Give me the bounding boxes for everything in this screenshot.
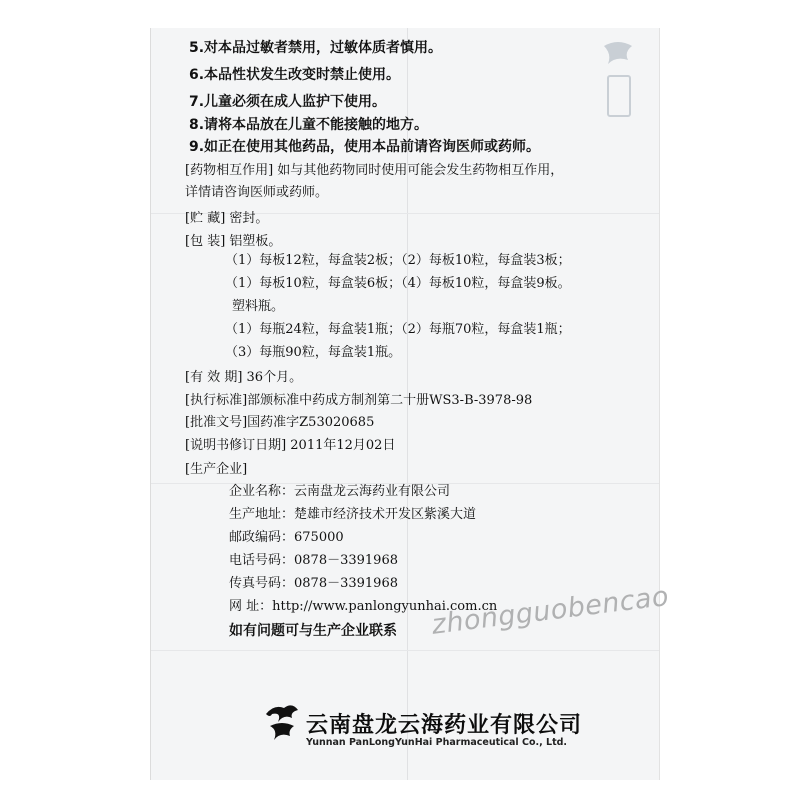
postal-code: 邮政编码：675000 (229, 530, 344, 545)
dragon-logo-icon (262, 700, 302, 746)
manufacturer-heading: [生产企业] (185, 462, 248, 477)
website-url: 网 址：http://www.panlongyunhai.com.cn (229, 599, 498, 614)
packaging-option: （1）每板10粒，每盒装6板；（4）每板10粒，每盒装9板。 (225, 276, 571, 291)
drug-interaction-text: [药物相互作用] 如与其他药物同时使用可能会发生药物相互作用， (185, 163, 564, 178)
footer-company-name: 云南盘龙云海药业有限公司 (306, 713, 583, 738)
company-name: 企业名称：云南盘龙云海药业有限公司 (229, 484, 451, 499)
approval-number-text: [批准文号]国药准字Z53020685 (185, 415, 375, 430)
warning-item-6: 6.本品性状发生改变时禁止使用。 (189, 67, 401, 83)
footer-company-name-en: Yunnan PanLongYunHai Pharmaceutical Co., Ltd. (306, 737, 568, 748)
contact-note: 如有问题可与生产企业联系 (229, 623, 397, 639)
warning-item-9: 9.如正在使用其他药品，使用本品前请咨询医师或药师。 (189, 139, 541, 155)
standard-text: [执行标准]部颁标准中药成方制剂第二十册WS3-B-3978-98 (185, 393, 533, 408)
packaging-text: [包 装] 铝塑板。 (185, 234, 282, 249)
show-through-line (151, 650, 659, 651)
drug-interaction-text-cont: 详情请咨询医师或药师。 (185, 185, 329, 200)
shelf-life-text: [有 效 期] 36个月。 (185, 370, 303, 385)
storage-text: [贮 藏] 密封。 (185, 211, 269, 226)
warning-item-8: 8.请将本品放在儿童不能接触的地方。 (189, 117, 429, 133)
warning-item-5: 5.对本品过敏者禁用，过敏体质者慎用。 (189, 40, 443, 56)
revision-date-text: [说明书修订日期] 2011年12月02日 (185, 438, 396, 453)
packaging-option: （1）每瓶24粒，每盒装1瓶；（2）每瓶70粒，每盒装1瓶； (225, 322, 571, 337)
packaging-option: （3）每瓶90粒，每盒装1瓶。 (225, 345, 402, 360)
company-address: 生产地址：楚雄市经济技术开发区紫溪大道 (229, 507, 477, 522)
packaging-option: （1）每板12粒，每盒装2板；（2）每板10粒，每盒装3板； (225, 253, 571, 268)
bottle-packaging-text: 塑料瓶。 (232, 299, 285, 314)
fax-number: 传真号码：0878－3391968 (229, 576, 398, 591)
warning-item-7: 7.儿童必须在成人监护下使用。 (189, 94, 387, 110)
dragon-logo-icon (598, 36, 638, 122)
watermark-text: zhongguobencao (430, 580, 671, 641)
phone-number: 电话号码：0878－3391968 (229, 553, 398, 568)
